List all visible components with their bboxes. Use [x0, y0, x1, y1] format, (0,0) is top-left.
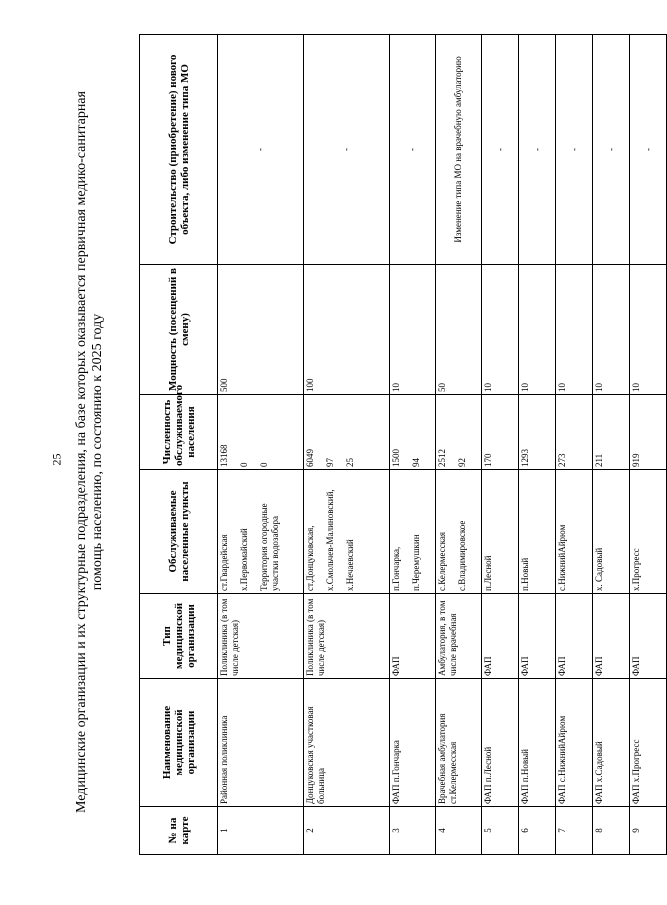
population: [390, 395, 436, 470]
population: [218, 395, 304, 470]
settlement-line: х.Смольчев-Малиновский,: [325, 489, 335, 591]
population: [436, 395, 482, 470]
organization-type: ФАП: [556, 594, 593, 679]
organization-name: ФАП п.Гончарка: [390, 679, 436, 807]
page-title-line: Медицинские организации и их структурные подразделения, на базе которых оказывается первичная медико-санитарная: [74, 91, 89, 813]
settlement: [556, 470, 593, 594]
population: [304, 395, 390, 470]
organization-type: ФАП: [593, 594, 630, 679]
row-number: 1: [218, 807, 304, 855]
organization-type: Амбулатория, в том числе врачебная: [436, 594, 482, 679]
settlement: [630, 470, 667, 594]
settlement: [304, 470, 390, 594]
population: [556, 395, 593, 470]
capacity: 10: [630, 265, 667, 395]
settlement: [482, 470, 519, 594]
organization-name: Районная поликлиника: [218, 679, 304, 807]
population: [593, 395, 630, 470]
capacity: 500: [218, 265, 304, 395]
population-line: 97: [325, 458, 335, 467]
header-construction: Строительство (приобретение) нового объекта, либо изменение типа МО: [140, 35, 218, 265]
settlement: [436, 470, 482, 594]
page-number: 25: [49, 453, 64, 466]
population-line: 94: [411, 458, 421, 467]
construction-status: -: [304, 35, 390, 265]
population-line: 92: [457, 458, 467, 467]
organization-name: ФАП с.НижнийАйрюм: [556, 679, 593, 807]
row-number: 2: [304, 807, 390, 855]
construction-status: -: [556, 35, 593, 265]
row-number: 5: [482, 807, 519, 855]
capacity: 100: [304, 265, 390, 395]
settlement: [218, 470, 304, 594]
organization-type: ФАП: [482, 594, 519, 679]
population-line: 13168: [219, 444, 229, 467]
settlement-line: с.НижнийАйрюм: [557, 524, 567, 591]
capacity: 50: [436, 265, 482, 395]
construction-status: -: [519, 35, 556, 265]
table-row: [556, 35, 593, 855]
row-number: 9: [630, 807, 667, 855]
capacity: 10: [482, 265, 519, 395]
page-title-line: помощь населению, по состоянию к 2025 году: [90, 313, 105, 591]
table-row: [390, 35, 436, 855]
capacity: 10: [519, 265, 556, 395]
row-number: 4: [436, 807, 482, 855]
row-number: 8: [593, 807, 630, 855]
header-organization-type: Тип медицинской организации: [140, 594, 218, 679]
population-line: 0: [259, 462, 269, 467]
population-line: 1500: [391, 449, 401, 467]
organization-name: ФАП х.Прогресс: [630, 679, 667, 807]
header-settlements: Обслуживаемые населенные пункты: [140, 470, 218, 594]
settlement: [593, 470, 630, 594]
population: [519, 395, 556, 470]
population-line: 211: [594, 453, 604, 467]
header-capacity: Мощность (посещений в смену): [140, 265, 218, 395]
settlement-line: Территория огородные участки водозабора: [259, 503, 280, 591]
table-row: [436, 35, 482, 855]
settlement-line: ст.Донцуковская,: [305, 525, 315, 591]
organization-type: Поликлиника (в том числе детская): [218, 594, 304, 679]
header-organization-name: Наименование медицинской организации: [140, 679, 218, 807]
settlement-line: с.Келермесская: [437, 531, 447, 591]
organization-name: ФАП п.Лесной: [482, 679, 519, 807]
organization-name: Врачебная амбулатория ст.Келермесская: [436, 679, 482, 807]
settlement-line: п.Лесной: [483, 555, 493, 591]
page-title: [74, 52, 106, 852]
construction-status: -: [390, 35, 436, 265]
construction-status: Изменение типа МО на врачебную амбулаторию: [436, 35, 482, 265]
table-row: [630, 35, 667, 855]
settlement-line: х.Нечаевский: [345, 539, 355, 591]
organization-type: Поликлиника (в том числе детская): [304, 594, 390, 679]
medical-organizations-table: [139, 34, 667, 855]
organization-type: ФАП: [519, 594, 556, 679]
table-container: [139, 35, 653, 855]
table-row: [304, 35, 390, 855]
population-line: 170: [483, 453, 493, 467]
population-line: 1293: [520, 449, 530, 467]
settlement-line: п.Черемушкин: [411, 534, 421, 591]
organization-name: Донцуковская участковая больница: [304, 679, 390, 807]
organization-name: ФАП х.Садовый: [593, 679, 630, 807]
construction-status: -: [630, 35, 667, 265]
population-line: 2512: [437, 449, 447, 467]
organization-name: ФАП п.Новый: [519, 679, 556, 807]
row-number: 7: [556, 807, 593, 855]
settlement-line: х.Первомайский: [239, 528, 249, 591]
population: [630, 395, 667, 470]
capacity: 10: [390, 265, 436, 395]
population-line: 0: [239, 462, 249, 467]
construction-status: -: [218, 35, 304, 265]
row-number: 3: [390, 807, 436, 855]
population-line: 25: [345, 458, 355, 467]
table-row: [218, 35, 304, 855]
population-line: 6049: [305, 449, 315, 467]
table-row: [593, 35, 630, 855]
organization-type: ФАП: [390, 594, 436, 679]
population: [482, 395, 519, 470]
population-line: 273: [557, 453, 567, 467]
row-number: 6: [519, 807, 556, 855]
settlement: [519, 470, 556, 594]
construction-status: -: [482, 35, 519, 265]
settlement-line: п.Новый: [520, 557, 530, 591]
capacity: 10: [593, 265, 630, 395]
population-line: 919: [631, 453, 641, 467]
settlement-line: х.Прогресс: [631, 548, 641, 591]
organization-type: ФАП: [630, 594, 667, 679]
settlement: [390, 470, 436, 594]
header-map-number: № на карте: [140, 807, 218, 855]
header-population: Численность обслуживаемого населения: [140, 395, 218, 470]
settlement-line: х. Садовый: [594, 547, 604, 591]
table-header-row: [140, 35, 218, 855]
construction-status: -: [593, 35, 630, 265]
settlement-line: п.Гончарка,: [391, 546, 401, 591]
capacity: 10: [556, 265, 593, 395]
table-body: [218, 35, 667, 855]
table-row: [519, 35, 556, 855]
settlement-line: ст.Гвардейская: [219, 534, 229, 591]
settlement-line: с.Владимировское: [457, 520, 467, 591]
table-row: [482, 35, 519, 855]
